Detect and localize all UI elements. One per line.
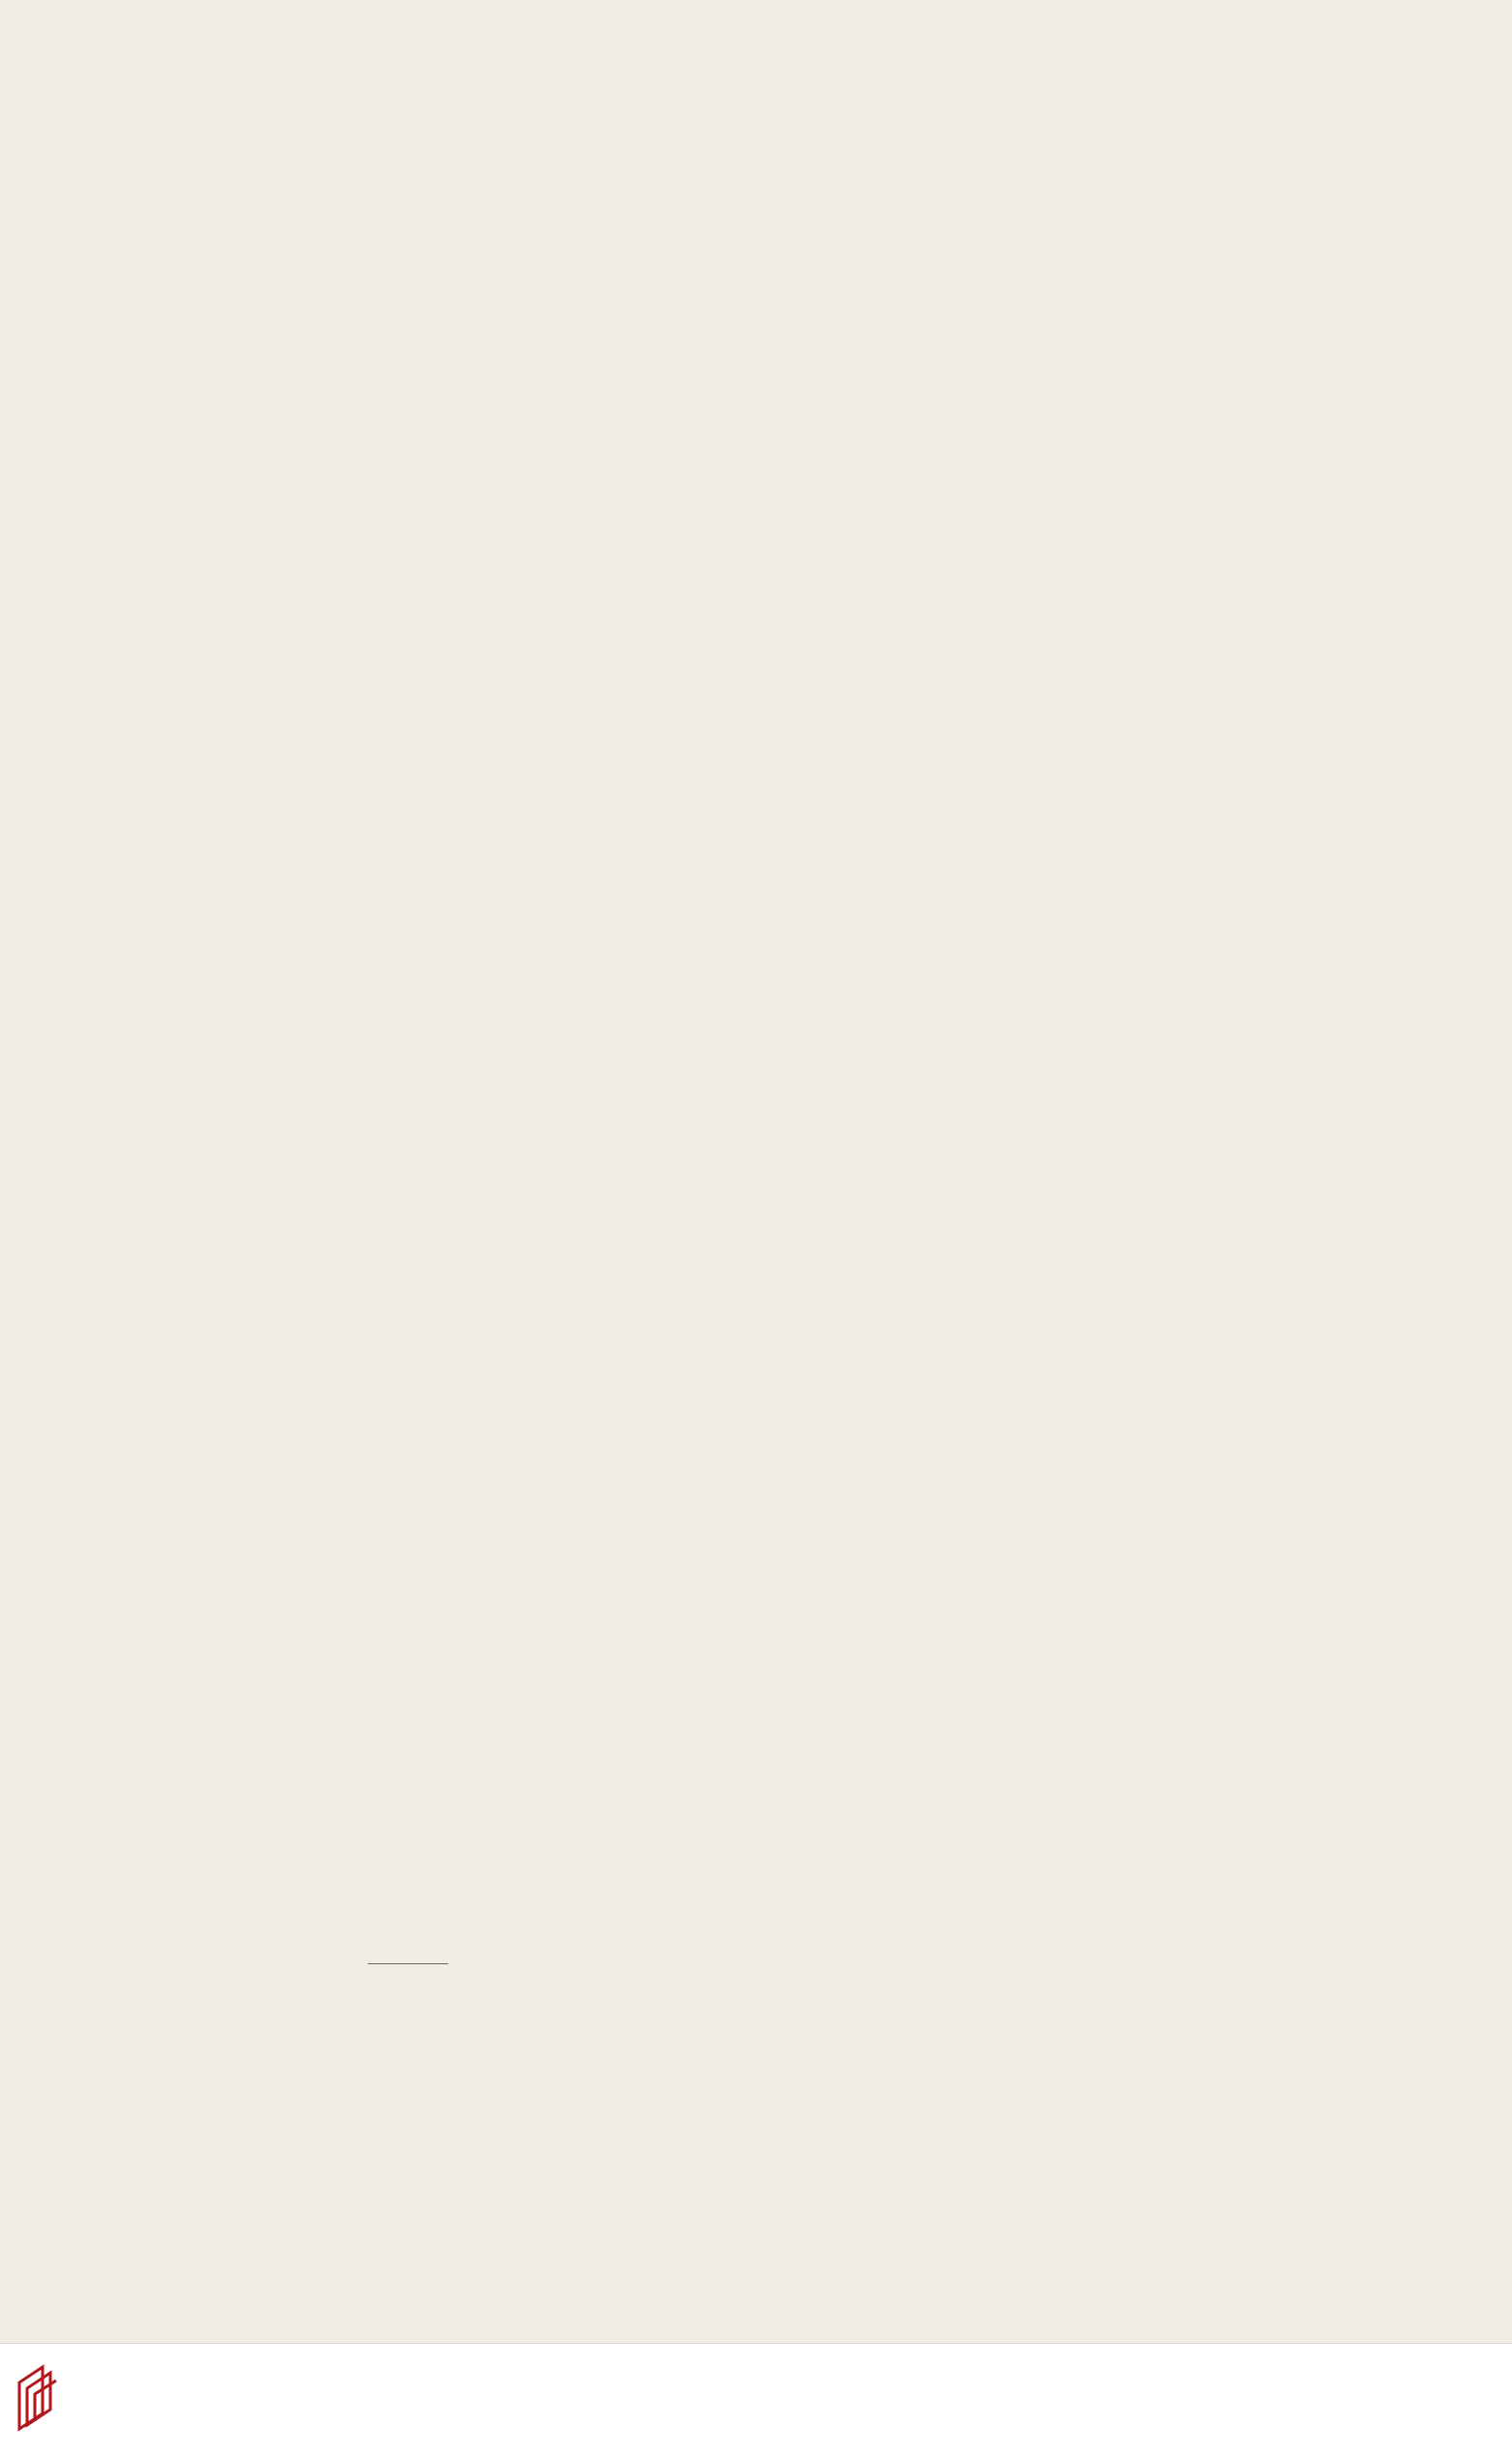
viewer-footer [0, 2343, 1512, 2457]
library-logo-icon [14, 2361, 60, 2435]
footnote-rule [368, 1963, 448, 1964]
